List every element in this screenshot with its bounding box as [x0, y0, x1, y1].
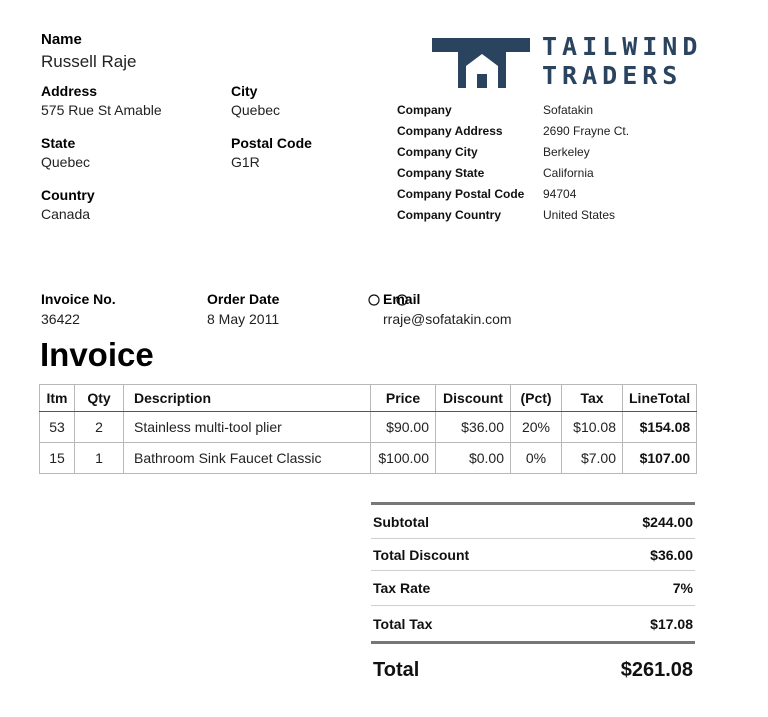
company-field-label: Company Address: [397, 124, 503, 138]
table-header-row: [40, 385, 697, 412]
customer-address: 575 Rue St Amable: [41, 102, 162, 118]
total-tax-label: Total Tax: [373, 615, 433, 632]
total-discount-row: [371, 539, 695, 571]
country-label: Country: [41, 187, 95, 203]
cell-price: $90.00: [371, 412, 436, 443]
company-field-label: Company Postal Code: [397, 187, 525, 201]
customer-postal-code: G1R: [231, 154, 260, 170]
email-marker-icon: [368, 293, 382, 303]
cell-linetotal: $107.00: [623, 443, 697, 474]
cell-pct: 0%: [511, 443, 562, 474]
logo-line-1: TAILWIND: [542, 32, 703, 61]
customer-state: Quebec: [41, 154, 91, 170]
header-discount: Discount: [436, 385, 511, 412]
table-row: [40, 443, 697, 474]
company-field-value: Sofatakin: [543, 103, 594, 117]
cell-qty: 1: [75, 443, 124, 474]
company-field-value: 94704: [543, 187, 577, 201]
company-field-value: Berkeley: [543, 145, 590, 159]
total-tax-value: $17.08: [650, 615, 693, 632]
table-row: [40, 412, 697, 443]
company-field-label: Company City: [397, 145, 478, 159]
cell-discount: $36.00: [436, 412, 511, 443]
name-label: Name: [41, 31, 82, 48]
city-label: City: [231, 83, 258, 99]
invoice-title: Invoice: [40, 336, 154, 373]
cell-description: Bathroom Sink Faucet Classic: [124, 443, 371, 474]
header-linetotal: LineTotal: [623, 385, 697, 412]
header-description: Description: [124, 385, 371, 412]
order-date: 8 May 2011: [207, 311, 280, 327]
tax-rate-row: [371, 571, 695, 606]
house-logo-icon: [430, 32, 534, 90]
state-label: State: [41, 135, 76, 151]
invoice-no-label: Invoice No.: [41, 291, 116, 307]
cell-tax: $10.08: [562, 412, 623, 443]
company-field-label: Company State: [397, 166, 485, 180]
cell-description: Stainless multi-tool plier: [124, 412, 371, 443]
header-pct: (Pct): [511, 385, 562, 412]
cell-itm: 53: [40, 412, 75, 443]
cell-linetotal: $154.08: [623, 412, 697, 443]
total-tax-row: [371, 606, 695, 641]
customer-country: Canada: [41, 206, 91, 222]
cell-tax: $7.00: [562, 443, 623, 474]
address-label: Address: [41, 83, 98, 99]
header-qty: Qty: [75, 385, 124, 412]
customer-name: Russell Raje: [41, 52, 137, 71]
cell-price: $100.00: [371, 443, 436, 474]
cell-itm: 15: [40, 443, 75, 474]
logo-line-2: TRADERS: [542, 61, 683, 90]
company-field-label: Company Country: [397, 208, 502, 222]
invoice-no: 36422: [41, 311, 80, 327]
header-price: Price: [371, 385, 436, 412]
line-items-table: [39, 384, 697, 474]
tailwind-traders-logo: [430, 30, 703, 92]
company-field-value: United States: [543, 208, 616, 222]
header-itm: Itm: [40, 385, 75, 412]
totals-section: [371, 502, 695, 697]
grand-total-value: $261.08: [620, 659, 693, 681]
subtotal-label: Subtotal: [373, 513, 429, 530]
tax-rate-label: Tax Rate: [373, 580, 431, 596]
company-field-value: 2690 Frayne Ct.: [543, 124, 630, 138]
subtotal-value: $244.00: [642, 513, 693, 530]
customer-city: Quebec: [231, 102, 281, 118]
grand-total-label: Total: [373, 659, 420, 681]
cell-pct: 20%: [511, 412, 562, 443]
total-discount-value: $36.00: [650, 546, 693, 563]
email: rraje@sofatakin.com: [383, 311, 512, 327]
cell-discount: $0.00: [436, 443, 511, 474]
grand-total-row: [371, 641, 695, 697]
cell-qty: 2: [75, 412, 124, 443]
header-tax: Tax: [562, 385, 623, 412]
order-date-label: Order Date: [207, 291, 280, 307]
email-label: Email: [383, 291, 421, 307]
total-discount-label: Total Discount: [373, 546, 470, 563]
company-field-label: Company: [397, 103, 452, 117]
subtotal-row: [371, 502, 695, 539]
company-field-value: California: [543, 166, 594, 180]
tax-rate-value: 7%: [672, 580, 693, 596]
postal-code-label: Postal Code: [231, 135, 312, 151]
